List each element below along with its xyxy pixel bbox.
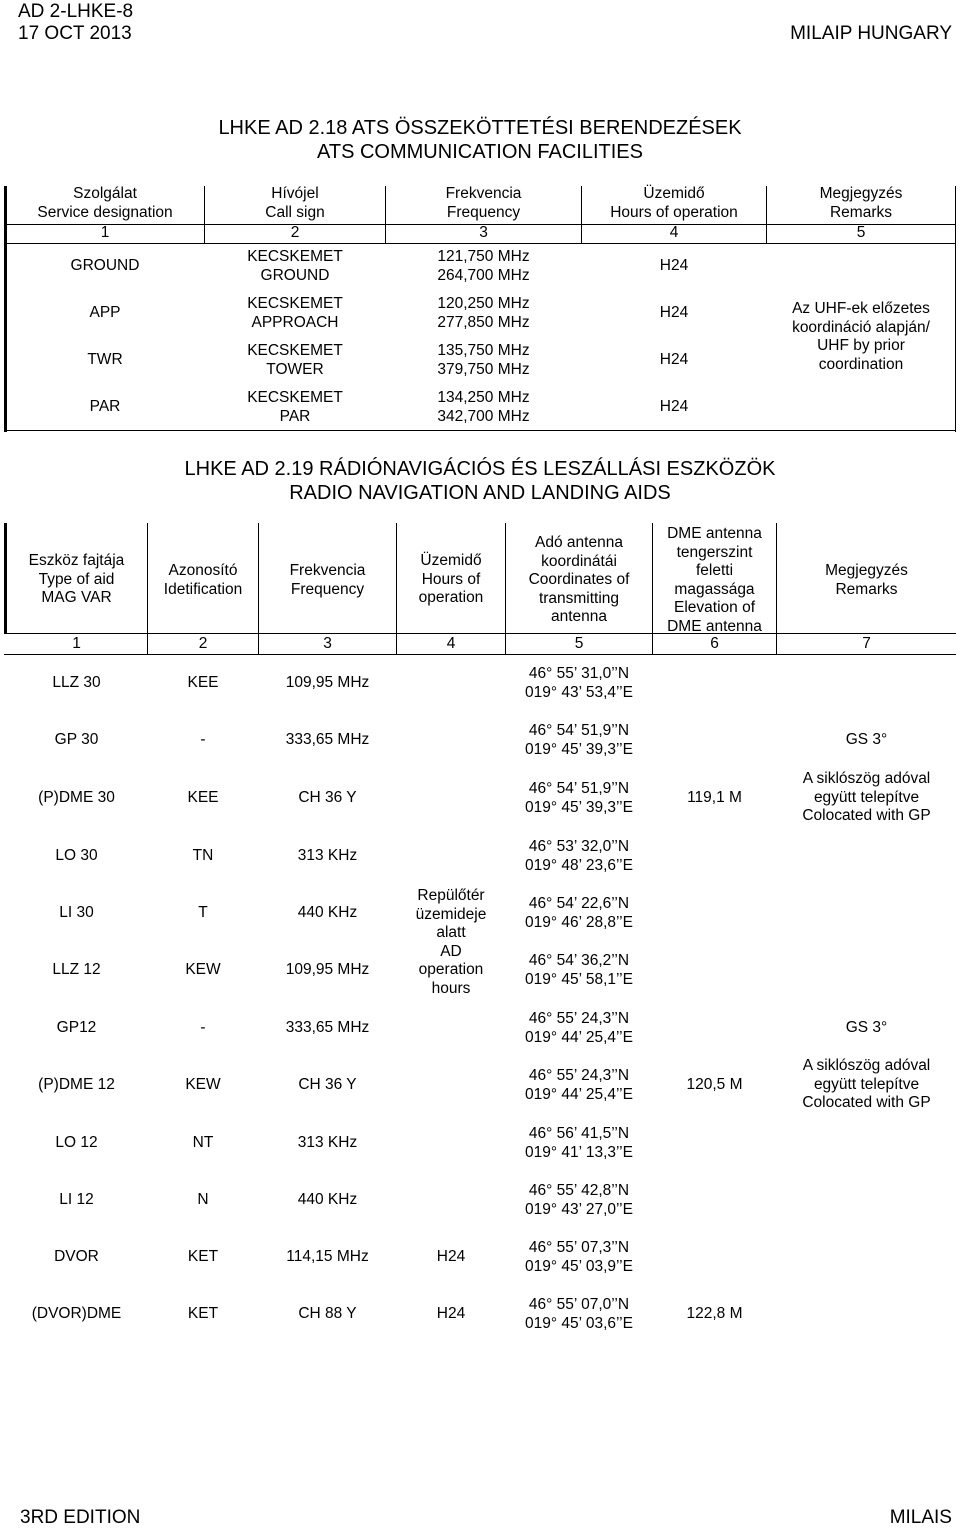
doc-ref: AD 2-LHKE-8 bbox=[18, 1, 134, 22]
comm-column-number: 4 bbox=[669, 224, 679, 241]
edition: 3RD EDITION bbox=[20, 1507, 141, 1528]
dme-elevation: 120,5 M bbox=[686, 1076, 743, 1093]
table2-number-divider bbox=[4, 654, 956, 655]
aid-identification: T bbox=[198, 904, 208, 921]
aid-header-cell: Eszköz fajtája Type of aid MAG VAR bbox=[28, 552, 125, 606]
aid-header-cell: Frekvencia Frequency bbox=[289, 562, 366, 598]
footer-source: MILAIS bbox=[889, 1507, 952, 1528]
publisher: MILAIP HUNGARY bbox=[790, 23, 952, 44]
comm-column-number: 5 bbox=[856, 224, 866, 241]
aid-type: LO 12 bbox=[55, 1134, 98, 1151]
aid-header-cell: Üzemidő Hours of operation bbox=[418, 552, 484, 606]
comm-header-cell: Hívójel Call sign bbox=[265, 185, 325, 221]
antenna-coordinates: 46° 55’ 07,3’’N 019° 45’ 03,9’’E bbox=[525, 1239, 633, 1275]
aid-column-number: 3 bbox=[323, 635, 332, 652]
aid-identification: KET bbox=[187, 1305, 219, 1322]
aid-frequency: 333,65 MHz bbox=[285, 731, 370, 748]
section2-subtitle: RADIO NAVIGATION AND LANDING AIDS bbox=[289, 482, 671, 504]
aid-hours: H24 bbox=[436, 1305, 466, 1322]
aid-type: LI 30 bbox=[59, 904, 94, 921]
aid-column-number: 6 bbox=[710, 635, 719, 652]
comm-header-cell: Szolgálat Service designation bbox=[37, 185, 173, 221]
comm-header-cell: Üzemidő Hours of operation bbox=[610, 185, 738, 221]
comm-column-number: 2 bbox=[290, 224, 300, 241]
comm-column-number: 1 bbox=[100, 224, 110, 241]
aid-identification: KEE bbox=[187, 789, 219, 806]
aid-frequency: CH 36 Y bbox=[298, 1076, 357, 1093]
aid-frequency: CH 88 Y bbox=[298, 1305, 357, 1322]
doc-date: 17 OCT 2013 bbox=[18, 23, 132, 44]
aid-type: (P)DME 30 bbox=[38, 789, 115, 806]
aid-frequency: 313 KHz bbox=[297, 1134, 358, 1151]
aid-header-cell: Azonosító Idetification bbox=[163, 562, 243, 598]
aid-remarks: A siklószög adóval együtt telepítve Colocated with GP bbox=[802, 1057, 931, 1111]
aid-hours: H24 bbox=[436, 1248, 466, 1265]
antenna-coordinates: 46° 54’ 36,2’’N 019° 45’ 58,1’’E bbox=[525, 952, 633, 988]
aid-column-number: 2 bbox=[198, 635, 208, 652]
ad-operation-hours-note: Repülőtér üzemideje alatt AD operation hours bbox=[415, 887, 487, 997]
aid-identification: KET bbox=[187, 1248, 219, 1265]
aid-type: (P)DME 12 bbox=[38, 1076, 115, 1093]
comm-header-cell: Megjegyzés Remarks bbox=[819, 185, 903, 221]
section1-title: LHKE AD 2.18 ATS ÖSSZEKÖTTETÉSI BERENDEZÉSEK bbox=[218, 117, 742, 139]
antenna-coordinates: 46° 55’ 07,0’’N 019° 45’ 03,6’’E bbox=[525, 1296, 633, 1332]
frequency: 134,250 MHz 342,700 MHz bbox=[437, 389, 530, 425]
aid-remarks: GS 3° bbox=[845, 1019, 888, 1036]
hours-of-operation: H24 bbox=[659, 398, 689, 415]
aid-column-number: 4 bbox=[446, 635, 456, 652]
aid-type: LO 30 bbox=[55, 847, 98, 864]
comm-column-number: 3 bbox=[479, 224, 488, 241]
aid-header-cell: DME antenna tengerszint feletti magassága Elevation of DME antenna bbox=[667, 525, 762, 635]
service-designation: PAR bbox=[89, 398, 121, 415]
hours-of-operation: H24 bbox=[659, 257, 689, 274]
aid-frequency: 440 KHz bbox=[297, 904, 358, 921]
call-sign: KECSKEMET APPROACH bbox=[247, 295, 343, 331]
call-sign: KECSKEMET GROUND bbox=[247, 248, 343, 284]
service-designation: GROUND bbox=[70, 257, 140, 274]
dme-elevation: 119,1 M bbox=[687, 789, 742, 806]
aid-identification: TN bbox=[192, 847, 214, 864]
aid-identification: - bbox=[200, 731, 206, 748]
aid-identification: KEW bbox=[185, 961, 221, 978]
antenna-coordinates: 46° 55’ 24,3’’N 019° 44’ 25,4’’E bbox=[525, 1067, 633, 1103]
dme-elevation: 122,8 M bbox=[686, 1305, 743, 1322]
call-sign: KECSKEMET TOWER bbox=[247, 342, 343, 378]
service-designation: APP bbox=[89, 304, 121, 321]
aid-identification: - bbox=[200, 1019, 206, 1036]
aid-type: LI 12 bbox=[59, 1191, 94, 1208]
aid-type: LLZ 30 bbox=[52, 674, 101, 691]
aid-identification: N bbox=[197, 1191, 209, 1208]
antenna-coordinates: 46° 56’ 41,5’’N 019° 41’ 13,3’’E bbox=[525, 1125, 633, 1161]
comm-header-cell: Frekvencia Frequency bbox=[445, 185, 522, 221]
aid-identification: KEW bbox=[185, 1076, 221, 1093]
aid-frequency: 440 KHz bbox=[297, 1191, 358, 1208]
aid-type: DVOR bbox=[54, 1248, 99, 1265]
aid-column-number: 1 bbox=[72, 635, 81, 652]
antenna-coordinates: 46° 53’ 32,0’’N 019° 48’ 23,6’’E bbox=[525, 838, 633, 874]
frequency: 135,750 MHz 379,750 MHz bbox=[437, 342, 530, 378]
antenna-coordinates: 46° 54’ 51,9’’N 019° 45’ 39,3’’E bbox=[525, 780, 633, 816]
antenna-coordinates: 46° 54’ 51,9’’N 019° 45’ 39,3’’E bbox=[525, 722, 633, 758]
call-sign: KECSKEMET PAR bbox=[247, 389, 343, 425]
aid-type: (DVOR)DME bbox=[31, 1305, 122, 1322]
table1-number-divider bbox=[4, 243, 956, 244]
hours-of-operation: H24 bbox=[659, 304, 689, 321]
aid-frequency: 313 KHz bbox=[297, 847, 358, 864]
aid-header-cell: Adó antenna koordinátái Coordinates of transmitting antenna bbox=[528, 534, 630, 625]
table1-bottom-border bbox=[4, 430, 956, 431]
aid-frequency: 109,95 MHz bbox=[285, 961, 370, 978]
aid-header-cell: Megjegyzés Remarks bbox=[825, 562, 908, 598]
uhf-coordination-remark: Az UHF-ek előzetes koordináció alapján/ UHF by prior coordination bbox=[792, 300, 930, 373]
aid-identification: KEE bbox=[187, 674, 219, 691]
aid-frequency: 333,65 MHz bbox=[285, 1019, 370, 1036]
aid-identification: NT bbox=[192, 1134, 214, 1151]
section2-title: LHKE AD 2.19 RÁDIÓNAVIGÁCIÓS ÉS LESZÁLLÁSI ESZKÖZÖK bbox=[184, 458, 776, 480]
antenna-coordinates: 46° 55’ 31,0’’N 019° 43’ 53,4’’E bbox=[525, 665, 633, 701]
antenna-coordinates: 46° 54’ 22,6’’N 019° 46’ 28,8’’E bbox=[525, 895, 633, 931]
antenna-coordinates: 46° 55’ 24,3’’N 019° 44’ 25,4’’E bbox=[525, 1010, 633, 1046]
frequency: 120,250 MHz 277,850 MHz bbox=[437, 295, 530, 331]
hours-of-operation: H24 bbox=[659, 351, 689, 368]
aid-type: GP12 bbox=[56, 1019, 97, 1036]
aid-frequency: 109,95 MHz bbox=[285, 674, 370, 691]
aid-type: LLZ 12 bbox=[52, 961, 101, 978]
aid-remarks: GS 3° bbox=[845, 731, 888, 748]
aid-column-number: 5 bbox=[574, 635, 584, 652]
antenna-coordinates: 46° 55’ 42,8’’N 019° 43’ 27,0’’E bbox=[525, 1182, 633, 1218]
table1-right-border bbox=[955, 186, 956, 432]
aid-remarks: A siklószög adóval együtt telepítve Colocated with GP bbox=[802, 770, 931, 824]
section1-subtitle: ATS COMMUNICATION FACILITIES bbox=[317, 141, 643, 163]
aid-type: GP 30 bbox=[54, 731, 99, 748]
aid-frequency: CH 36 Y bbox=[298, 789, 357, 806]
aid-column-number: 7 bbox=[862, 635, 871, 652]
frequency: 121,750 MHz 264,700 MHz bbox=[437, 248, 530, 284]
service-designation: TWR bbox=[87, 351, 123, 368]
aid-frequency: 114,15 MHz bbox=[286, 1248, 369, 1265]
